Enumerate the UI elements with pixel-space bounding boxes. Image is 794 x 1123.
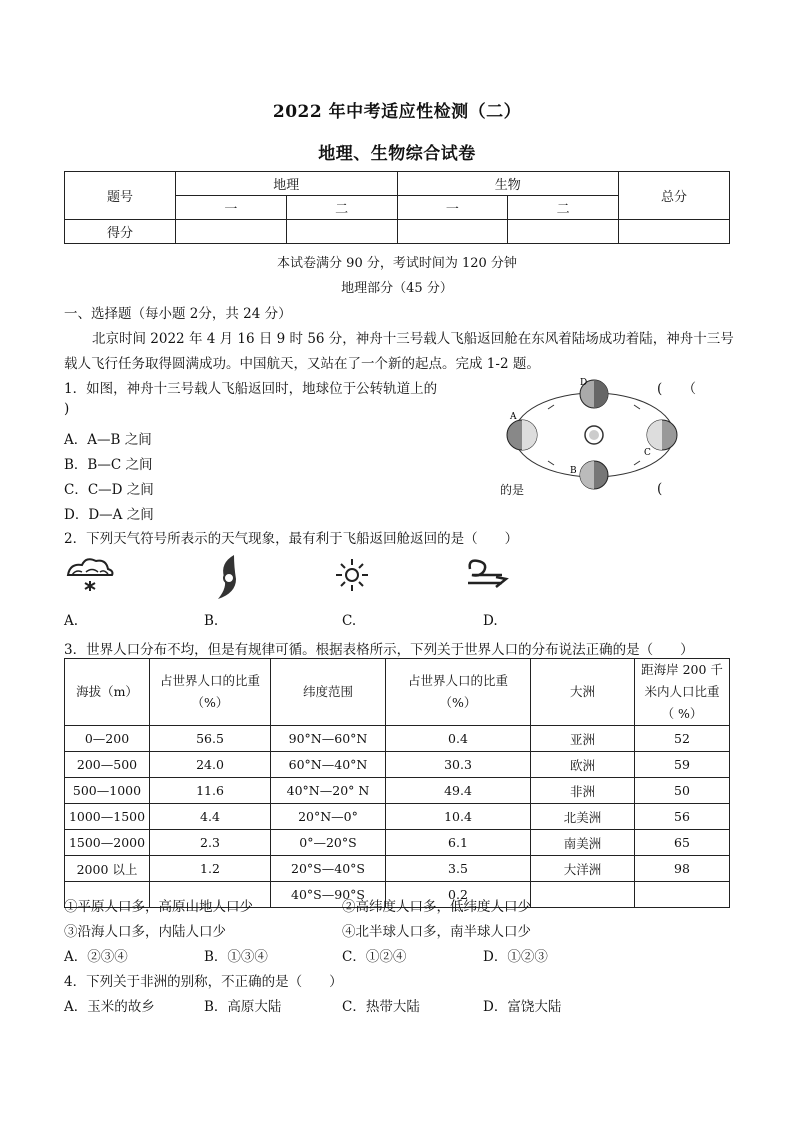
- q4-option-c[interactable]: C．热带大陆: [342, 999, 420, 1015]
- exam-subtitle: 地理、生物综合试卷: [318, 144, 476, 164]
- score-cell[interactable]: [508, 220, 619, 244]
- q3-statement-3: ③沿海人口多，内陆人口少: [64, 924, 226, 940]
- table-cell: 大洋洲: [531, 856, 635, 882]
- intro-line-1: 北京时间 2022 年 4 月 16 日 9 时 56 分，神舟十三号载人飞船返回舱在东风着陆场成功着陆，神舟十三号: [92, 331, 734, 347]
- snow-cloud-icon[interactable]: [64, 553, 116, 601]
- q3-option-c[interactable]: C．①②④: [342, 949, 407, 965]
- table-cell: 0—200: [65, 726, 150, 752]
- table-cell: 1000—1500: [65, 804, 150, 830]
- q2-option-b[interactable]: B.: [204, 613, 219, 629]
- table-cell: 亚洲: [531, 726, 635, 752]
- orbit-label-c: C: [644, 448, 651, 458]
- score-table-total-header: 总分: [619, 172, 730, 220]
- table-cell: 56.5: [150, 726, 271, 752]
- orbit-label-d: D: [580, 378, 588, 388]
- score-table-topic-header: 题号: [65, 172, 176, 220]
- table-cell: 南美洲: [531, 830, 635, 856]
- q1-close-paren: ): [64, 401, 70, 417]
- q4-stem: 4．下列关于非洲的别称，不正确的是（ ）: [64, 974, 343, 990]
- table-cell: 0.4: [386, 726, 531, 752]
- q1-option-b[interactable]: B．B—C 之间: [64, 457, 153, 473]
- table-row: [65, 830, 730, 856]
- table-cell: 20°N—0°: [271, 804, 386, 830]
- exam-title: 2022 年中考适应性检测（二）: [272, 102, 522, 122]
- table-cell: 1500—2000: [65, 830, 150, 856]
- table-header-altitude: 海拔（m）: [65, 659, 150, 726]
- table-cell: 52: [635, 726, 730, 752]
- q2-option-a[interactable]: A.: [64, 613, 79, 629]
- table-cell: 56: [635, 804, 730, 830]
- table-header-latitude-share: 占世界人口的比重（%）: [386, 659, 531, 726]
- population-table: [64, 658, 730, 908]
- q3-stem: 3．世界人口分布不均，但是有规律可循。根据表格所示，下列关于世界人口的分布说法正确的是（ ）: [64, 642, 694, 658]
- q1-stem: 1．如图，神舟十三号载人飞船返回时，地球位于公转轨道上的: [64, 381, 438, 397]
- q1-option-d[interactable]: D．D—A 之间: [64, 507, 154, 523]
- table-cell: 3.5: [386, 856, 531, 882]
- wind-icon[interactable]: [462, 553, 514, 601]
- score-cell[interactable]: [176, 220, 287, 244]
- q1-stray-text: 的是: [500, 483, 525, 497]
- score-table-bio-part2: 二: [508, 196, 619, 220]
- q2-stem: 2．下列天气符号所表示的天气现象，最有利于飞船返回舱返回的是（ ）: [64, 531, 519, 547]
- table-cell: 11.6: [150, 778, 271, 804]
- table-cell: 60°N—40°N: [271, 752, 386, 778]
- score-table-geo-part2: 二: [286, 196, 397, 220]
- table-cell: 0°—20°S: [271, 830, 386, 856]
- table-cell: 500—1000: [65, 778, 150, 804]
- q3-option-a[interactable]: A．②③④: [64, 949, 128, 965]
- q2-option-c[interactable]: C.: [342, 613, 357, 629]
- table-row: [65, 856, 730, 882]
- table-cell: 90°N—60°N: [271, 726, 386, 752]
- q2-option-d[interactable]: D.: [483, 613, 498, 629]
- table-row: [65, 726, 730, 752]
- table-cell: 非洲: [531, 778, 635, 804]
- table-cell: 65: [635, 830, 730, 856]
- q1-option-c[interactable]: C．C—D 之间: [64, 482, 154, 498]
- table-cell: 49.4: [386, 778, 531, 804]
- table-cell: 20°S—40°S: [271, 856, 386, 882]
- table-row: [65, 804, 730, 830]
- q1-option-a[interactable]: A．A—B 之间: [64, 432, 152, 448]
- table-header-coastal-share: 距海岸 200 千米内人口比重（ %）: [635, 659, 730, 726]
- q3-statement-2: ②高纬度人口多，低纬度人口少: [342, 899, 531, 915]
- q4-option-a[interactable]: A．玉米的故乡: [64, 999, 155, 1015]
- table-header-latitude: 纬度范围: [271, 659, 386, 726]
- q3-option-b[interactable]: B．①③④: [204, 949, 268, 965]
- section1-heading: 一、选择题（每小题 2分，共 24 分）: [64, 306, 292, 322]
- geo-part-heading: 地理部分（45 分）: [341, 281, 453, 296]
- table-cell: 2000 以上: [65, 856, 150, 882]
- table-header-continent: 大洲: [531, 659, 635, 726]
- score-table-bio-header: 生物: [397, 172, 619, 196]
- table-header-altitude-share: 占世界人口的比重（%）: [150, 659, 271, 726]
- q3-option-d[interactable]: D．①②③: [483, 949, 548, 965]
- q3-statement-4: ④北半球人口多，南半球人口少: [342, 924, 531, 940]
- typhoon-icon[interactable]: [204, 553, 256, 601]
- intro-line-2: 载人飞行任务取得圆满成功。中国航天，又站在了一个新的起点。完成 1-2 题。: [64, 356, 540, 372]
- table-cell: 6.1: [386, 830, 531, 856]
- orbit-label-b: B: [570, 466, 577, 476]
- table-cell: 欧洲: [531, 752, 635, 778]
- q4-option-b[interactable]: B．高原大陆: [204, 999, 282, 1015]
- table-row: [65, 778, 730, 804]
- table-cell: 4.4: [150, 804, 271, 830]
- orbit-label-a: A: [510, 412, 517, 422]
- table-cell: 40°N—20° N: [271, 778, 386, 804]
- table-cell: 24.0: [150, 752, 271, 778]
- table-cell: 30.3: [386, 752, 531, 778]
- table-cell: [531, 882, 635, 908]
- score-table-score-label: 得分: [65, 220, 176, 244]
- score-cell[interactable]: [286, 220, 397, 244]
- table-cell: 40°S—90°S: [271, 882, 386, 908]
- table-header-row: [65, 659, 730, 726]
- table-cell: 北美洲: [531, 804, 635, 830]
- table-cell: 200—500: [65, 752, 150, 778]
- table-row: [65, 752, 730, 778]
- table-cell: 50: [635, 778, 730, 804]
- table-cell: 0.2: [386, 882, 531, 908]
- score-table-bio-part1: 一: [397, 196, 508, 220]
- sunny-icon[interactable]: [334, 553, 386, 601]
- table-cell: 98: [635, 856, 730, 882]
- q1-stray-paren: (: [657, 481, 663, 497]
- score-cell[interactable]: [397, 220, 508, 244]
- q4-option-d[interactable]: D．富饶大陆: [483, 999, 562, 1015]
- table-cell: 1.2: [150, 856, 271, 882]
- exam-info: 本试卷满分 90 分，考试时间为 120 分钟: [277, 256, 517, 271]
- score-table: [64, 171, 730, 244]
- score-cell[interactable]: [619, 220, 730, 244]
- table-cell: 2.3: [150, 830, 271, 856]
- score-table-geo-header: 地理: [176, 172, 398, 196]
- q1-answer-paren: ( （: [657, 381, 697, 397]
- q3-statement-1: ①平原人口多，高原山地人口少: [64, 899, 253, 915]
- table-cell: 59: [635, 752, 730, 778]
- orbit-diagram: [494, 375, 697, 495]
- table-cell: [635, 882, 730, 908]
- score-table-geo-part1: 一: [176, 196, 287, 220]
- table-cell: 10.4: [386, 804, 531, 830]
